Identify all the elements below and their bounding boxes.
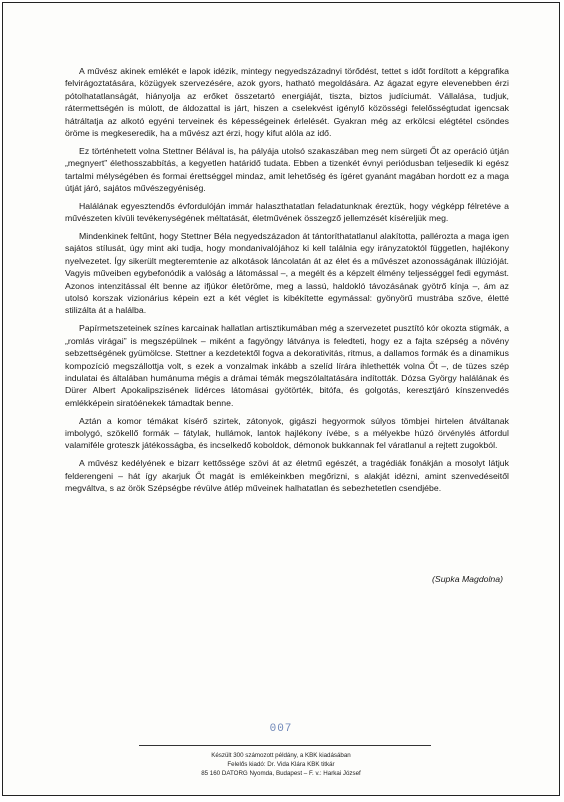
author-signature: (Supka Magdolna) [432,574,503,584]
copy-serial-number: 007 [269,723,293,735]
colophon-line-1: Készült 300 számozott példány, a KBK kiadásában [211,752,351,759]
colophon-divider [139,745,431,746]
paragraph-1: A művész akinek emlékét e lapok idézik, mintegy negyedszázadnyi törődést, tettet s időt fordított a képgrafika felvirágoztatására, közügyek szervezésére, azok gyors, hatható megoldására. Az ágazat egyre elevenebben érzi pótolhatatlanságát, hiányolja az erőket összetartó energiáját, tiszta, biztos judíciumát. Vállalása, tudjuk, rátermettségén is múlott, de áldozattal is járt, hiszen a cselekvést igénylő közösségi felelősségtudat igencsak hátráltatja az alkotó egyéni terveinek és képességeinek érlelését. Gyakran még az erkölcsi elégtétel csöndes öröme is megkeseredik, ha a művész azt érzi, hogy kifut alóla az idő. [65,66,509,139]
colophon-line-3: 85 160 DATORG Nyomda, Budapest – F. v.: Harkai József [201,770,361,777]
paragraph-2: Ez történhetett volna Stettner Bélával is, ha pályája utolsó szakaszában meg nem sürgeti Őt az operáció útján „megnyert” élethosszabbítás, a kegyetlen határidő tudata. Ebben a tizenkét évnyi periódusban teljesedik ki egész tartalmi mélységében és formai érettséggel mindaz, amit lehetőség és ígéret gyanánt magában hordott ez a maga útját járó, sajátos művészegyéniség. [65,145,509,194]
colophon-line-2: Felelős kiadó: Dr. Vida Klára KBK titkár [227,761,335,768]
document-page [2,2,560,796]
paragraph-7: A művész kedélyének e bizarr kettőssége szövi át az életmű egészét, a tragédiák fonákján a mosolyt látjuk felderengeni – hát így akarjuk Őt magát is emlékeinkben megőrizni, s alakját idézni, amint szenvedéseitől megváltva, s az örök Szépségbe révülve átlép műveinek halhatatlan és sebezhetetlen csendjébe. [65,458,509,493]
paragraph-3: Halálának egyesztendős évfordulóján immár halaszthatatlan feladatunknak éreztük, hogy végképp félretéve a művészeten kívüli tevékenységének méltatását, életművének összegző jellemzését kíséreljük meg. [65,200,509,224]
paragraph-5: Papírmetszeteinek színes karcainak hallatlan artisztikumában még a szervezetet pusztító kór okozta stigmák, a „romlás virágai” is megszépülnek – miként a fagyöngy látványa is feledteti, hogy ez a fajta szépség a növény sebzettségének gyümölcse. Stettner a kezdetektől fogva a dekorativitás, ritmus, a dallamos formák és a dinamikus kompozíció megszállottja volt, s ezek a vonzalmak inkább a szelíd lírára ihlethették volna Őt –, de tüzes szép indulatai és általában humánuma mégis a drámai témák megszólaltatására indították. Dózsa György halálának és Dürer Albert Apokalipszisének lidérces látomásai gyötörték, bitófa, és golgotás, keresztjáró kínszenvedés emlékképein siratóénekek támadtak benne. [65,323,509,408]
colophon [3,751,559,778]
essay-body [65,65,509,500]
paragraph-6: Aztán a komor témákat kísérő szirtek, zátonyok, gigászi hegyormok súlyos tömbjei hirtelen átváltanak imbolygó, szökellő formák – fátylak, hullámok, lantok hajlékony ívébe, s a mélyekbe húzó örvénylés átfordul valamiféle groteszk játékosságba, és incselkedő koboldok, démonok bukkannak fel váratlanul a rejtett zugokból. [65,415,509,451]
paragraph-4: Mindenkinek feltűnt, hogy Stettner Béla negyedszázadon át tántoríthatatlanul alakította, pallérozta a maga igen sajátos stílusát, úgy mint aki tudja, hogy mondanivalójához ki kell találnia egy irányzatoktól független, hajlékony nyelvezetet. Így sikerült megteremtenie az alkotások láncolatán át az élet és a művészet azonosságának illúzióját. Vagyis műveiben egybefonódik a valóság a látomással –, a megélt és a képzelt élmény teljességgel fedi egymást. Azonos intenzitással élt benne az ifjúkor életöröme, meg a lassú, haldokló távozásának gyötrő kínja –, ám az utolsó korszak vizionárius képein ezt a két véglet is kibékítette egymással: gyönyörű mustrába szőve, életté stilizálta át a halálba. [65,231,509,316]
